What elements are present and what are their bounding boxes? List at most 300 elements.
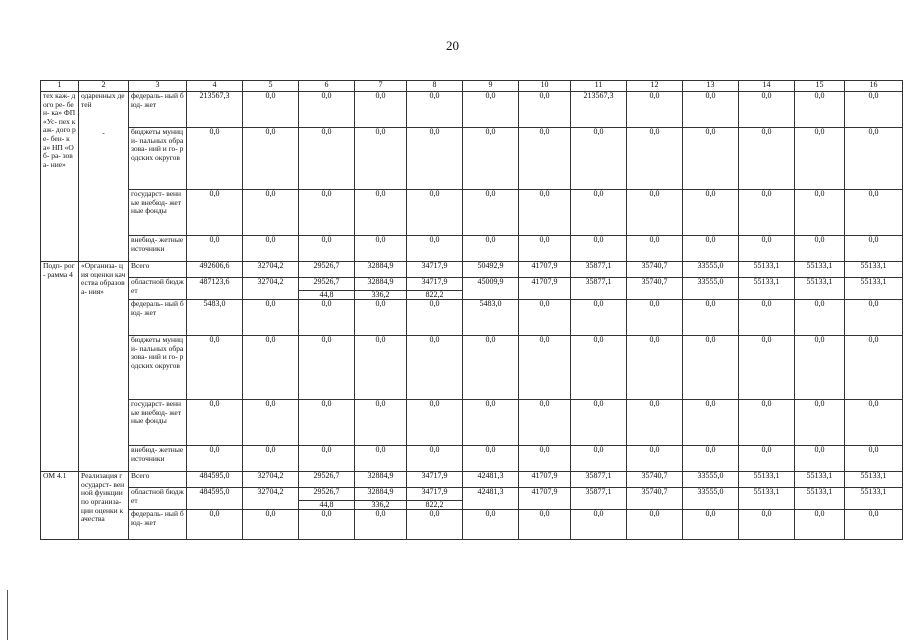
header-cell: 3 [129, 81, 187, 92]
funding-source: бюджеты муници- пальных образова- ний и го- родских округов [129, 336, 187, 400]
value-text: 0,0 [868, 127, 879, 136]
value-cell [683, 472, 739, 488]
value-text: 0,0 [209, 445, 220, 455]
value-cell [627, 472, 683, 488]
value-cell [739, 92, 795, 128]
value-text: 0,0 [375, 91, 386, 100]
value-text: 0,0 [375, 127, 386, 136]
value-cell [299, 400, 355, 446]
header-cell: 15 [795, 81, 845, 92]
value-cell [463, 488, 519, 510]
value-text: 35877,1 [585, 471, 612, 481]
value-cell [845, 128, 903, 190]
value-text: 0,0 [539, 335, 550, 345]
value-text: 0,0 [209, 399, 220, 409]
value-text: 213567,3 [583, 91, 614, 100]
value-cell [355, 128, 407, 190]
value-text: 34717,9 [421, 277, 448, 286]
value-text: 32704,2 [257, 471, 284, 481]
margin-rule [7, 590, 8, 640]
value-text: 0,0 [209, 509, 220, 519]
value-text: 487123,6 [199, 277, 230, 286]
header-cell: 8 [407, 81, 463, 92]
value-cell [739, 128, 795, 190]
value-cell [795, 278, 845, 300]
value-text: 0,0 [649, 127, 660, 136]
value-text: 0,0 [539, 399, 550, 409]
value-text: 0,0 [429, 189, 440, 198]
value-cell [795, 236, 845, 262]
funding-source: государст- венные внебюд- жетные фонды [129, 190, 187, 236]
value-cell [243, 510, 299, 540]
value-cell [463, 190, 519, 236]
value-text: 484595,0 [199, 471, 230, 481]
value-text: 42481,3 [477, 487, 504, 497]
value-cell [299, 92, 355, 128]
header-cell: 4 [187, 81, 243, 92]
value-cell [187, 236, 243, 262]
value-cell [683, 92, 739, 128]
value-cell [243, 400, 299, 446]
table-row [41, 488, 903, 510]
value-text: 42481,3 [477, 471, 504, 481]
value-cell [795, 446, 845, 472]
value-text: 35740,7 [641, 471, 668, 481]
funding-source: федераль- ный бюд- жет [129, 92, 187, 128]
value-text: 0,0 [814, 445, 825, 455]
value-text: 0,0 [321, 299, 332, 309]
value-text: 0,0 [485, 189, 496, 198]
value-text: 0,0 [265, 509, 276, 519]
value-cell [299, 472, 355, 488]
value-cell [243, 336, 299, 400]
section-name: одаренных детей - [79, 92, 129, 262]
value-cell [845, 262, 903, 278]
subvalue-text: 336,2 [371, 289, 390, 299]
value-cell [519, 400, 571, 446]
value-text: 35877,1 [585, 277, 612, 286]
value-text: 0,0 [321, 235, 332, 244]
section-label: ОМ 4.1 [41, 472, 79, 540]
value-text: 0,0 [375, 399, 386, 409]
value-text: 0,0 [649, 91, 660, 100]
value-text: 0,0 [209, 335, 220, 345]
value-cell [627, 510, 683, 540]
value-text: 0,0 [539, 91, 550, 100]
value-text: 0,0 [868, 235, 879, 244]
value-cell [355, 446, 407, 472]
value-text: 0,0 [761, 299, 772, 309]
value-cell [355, 236, 407, 262]
value-cell [187, 92, 243, 128]
value-text: 0,0 [539, 445, 550, 455]
value-cell [845, 400, 903, 446]
value-text: 0,0 [868, 189, 879, 198]
funding-source: Всего [129, 472, 187, 488]
value-text: 0,0 [649, 235, 660, 244]
value-cell [519, 510, 571, 540]
value-text: 0,0 [649, 299, 660, 309]
value-text: 0,0 [539, 127, 550, 136]
value-cell [845, 300, 903, 336]
value-text: 0,0 [375, 189, 386, 198]
section-name: «Организа- ция оценки качества образова- ния» [79, 262, 129, 472]
value-cell [355, 400, 407, 446]
value-cell [739, 236, 795, 262]
value-cell [187, 472, 243, 488]
value-text: 55133,1 [753, 261, 780, 270]
value-text: 0,0 [321, 91, 332, 100]
value-cell [299, 128, 355, 190]
value-text: 0,0 [761, 189, 772, 198]
value-text: 0,0 [265, 189, 276, 198]
value-cell [739, 262, 795, 278]
value-text: 0,0 [814, 91, 825, 100]
value-text: 0,0 [209, 127, 220, 136]
value-cell [463, 262, 519, 278]
value-text: 0,0 [705, 299, 716, 309]
header-cell: 14 [739, 81, 795, 92]
value-text: 33555,0 [697, 471, 724, 481]
section-label: тех каж- дого ре- бен- ка» ФП «Ус- пех каж- дого ре- бен- ка» НП «Об- ра- зова- ние» [41, 92, 79, 262]
value-cell [243, 190, 299, 236]
header-cell: 1 [41, 81, 79, 92]
value-text: 0,0 [375, 445, 386, 455]
value-cell [243, 262, 299, 278]
value-text: 0,0 [265, 235, 276, 244]
value-text: 32884,9 [367, 277, 394, 286]
subvalue-text: 822,2 [425, 289, 444, 299]
value-cell [355, 92, 407, 128]
funding-source: внебюд- жетные источники [129, 236, 187, 262]
value-cell [845, 510, 903, 540]
value-cell [739, 300, 795, 336]
value-cell [571, 278, 627, 300]
value-cell [795, 262, 845, 278]
table-row [41, 472, 903, 488]
value-cell [739, 278, 795, 300]
value-text: 0,0 [705, 91, 716, 100]
table-row [41, 128, 903, 190]
table-row [41, 190, 903, 236]
value-cell [407, 472, 463, 488]
value-cell [571, 472, 627, 488]
value-text: 0,0 [321, 335, 332, 345]
value-cell [795, 92, 845, 128]
value-text: 0,0 [321, 509, 332, 519]
value-cell [355, 510, 407, 540]
value-cell [187, 446, 243, 472]
value-text: 0,0 [705, 127, 716, 136]
value-text: 0,0 [761, 399, 772, 409]
table-row [41, 236, 903, 262]
value-text: 55133,1 [753, 471, 780, 481]
value-text: 0,0 [649, 445, 660, 455]
value-cell [187, 278, 243, 300]
value-text: 0,0 [429, 127, 440, 136]
value-cell [519, 190, 571, 236]
value-cell [739, 488, 795, 510]
value-cell [463, 336, 519, 400]
value-cell [355, 488, 407, 510]
value-cell [683, 236, 739, 262]
header-cell: 13 [683, 81, 739, 92]
value-text: 0,0 [429, 399, 440, 409]
value-text: 32884,9 [367, 261, 394, 270]
value-cell [243, 446, 299, 472]
value-cell [407, 190, 463, 236]
value-text: 0,0 [649, 189, 660, 198]
funding-source: федераль- ный бюд- жет [129, 510, 187, 540]
value-cell [627, 128, 683, 190]
value-cell [243, 472, 299, 488]
value-cell [187, 510, 243, 540]
value-cell [845, 488, 903, 510]
value-text: 55133,1 [806, 277, 833, 286]
subvalue-text: 44,8 [319, 499, 334, 509]
subvalue-text: 44,8 [319, 289, 334, 299]
value-cell [571, 262, 627, 278]
value-cell [627, 336, 683, 400]
value-cell [407, 300, 463, 336]
subvalue-text: 822,2 [425, 499, 444, 509]
value-text: 33555,0 [697, 277, 724, 286]
value-cell [683, 190, 739, 236]
header-cell: 9 [463, 81, 519, 92]
value-cell [845, 190, 903, 236]
value-cell [571, 336, 627, 400]
value-cell [519, 262, 571, 278]
header-cell: 10 [519, 81, 571, 92]
value-cell [627, 488, 683, 510]
value-cell [627, 400, 683, 446]
header-cell: 11 [571, 81, 627, 92]
value-text: 55133,1 [860, 487, 887, 497]
value-text: 0,0 [485, 91, 496, 100]
value-text: 50492,9 [477, 261, 504, 270]
value-text: 0,0 [539, 509, 550, 519]
value-cell [463, 236, 519, 262]
value-cell [519, 278, 571, 300]
table-row [41, 300, 903, 336]
funding-source: внебюд- жетные источники [129, 446, 187, 472]
value-cell [739, 336, 795, 400]
value-cell [299, 190, 355, 236]
funding-source: государст- венные внебюд- жетные фонды [129, 400, 187, 446]
value-text: 0,0 [814, 509, 825, 519]
value-text: 0,0 [705, 399, 716, 409]
value-text: 0,0 [761, 127, 772, 136]
value-cell [463, 446, 519, 472]
value-cell [463, 278, 519, 300]
value-cell [683, 446, 739, 472]
value-cell [519, 472, 571, 488]
value-cell [683, 262, 739, 278]
value-cell [355, 262, 407, 278]
value-cell [243, 278, 299, 300]
value-text: 0,0 [375, 299, 386, 309]
value-cell [571, 300, 627, 336]
value-cell [571, 128, 627, 190]
value-text: 0,0 [868, 509, 879, 519]
value-cell [519, 446, 571, 472]
value-cell [683, 278, 739, 300]
value-cell [683, 300, 739, 336]
value-text: 0,0 [868, 399, 879, 409]
value-text: 35740,7 [641, 277, 668, 286]
value-text: 0,0 [593, 509, 604, 519]
page-number: 20 [446, 38, 459, 53]
value-text: 0,0 [649, 335, 660, 345]
value-cell [463, 128, 519, 190]
value-text: 0,0 [429, 235, 440, 244]
value-text: 0,0 [868, 445, 879, 455]
value-cell [627, 300, 683, 336]
value-text: 0,0 [429, 509, 440, 519]
value-cell [407, 400, 463, 446]
value-text: 0,0 [705, 189, 716, 198]
value-text: 34717,9 [421, 471, 448, 481]
value-cell [519, 128, 571, 190]
value-cell [355, 472, 407, 488]
value-cell [845, 472, 903, 488]
value-text: 29526,7 [313, 487, 340, 497]
value-text: 41707,9 [531, 261, 558, 270]
value-cell [627, 278, 683, 300]
table-row [41, 446, 903, 472]
value-text: 55133,1 [806, 471, 833, 481]
value-text: 0,0 [265, 335, 276, 345]
header-cell: 16 [845, 81, 903, 92]
value-text: 0,0 [321, 399, 332, 409]
value-cell [407, 262, 463, 278]
value-text: 0,0 [649, 399, 660, 409]
value-text: 0,0 [593, 127, 604, 136]
value-cell [739, 446, 795, 472]
value-text: 0,0 [485, 235, 496, 244]
value-text: 33555,0 [697, 487, 724, 497]
section-name: Реализация государст- венной функции по организа- ции оценки качества [79, 472, 129, 540]
value-text: 0,0 [485, 445, 496, 455]
value-text: 32884,9 [367, 471, 394, 481]
value-text: 0,0 [814, 127, 825, 136]
value-text: 0,0 [429, 335, 440, 345]
value-text: 35877,1 [585, 487, 612, 497]
funding-source: областной бюджет [129, 488, 187, 510]
value-cell [355, 278, 407, 300]
value-text: 5483,0 [203, 299, 226, 309]
table-row [41, 400, 903, 446]
value-cell [795, 300, 845, 336]
value-cell [845, 236, 903, 262]
value-text: 0,0 [265, 445, 276, 455]
value-cell [627, 92, 683, 128]
value-cell [519, 236, 571, 262]
value-cell [683, 510, 739, 540]
value-cell [683, 400, 739, 446]
value-text: 41707,9 [531, 471, 558, 481]
value-text: 0,0 [209, 189, 220, 198]
value-cell [299, 446, 355, 472]
value-text: 0,0 [321, 445, 332, 455]
funding-source: областной бюджет [129, 278, 187, 300]
value-text: 0,0 [485, 335, 496, 345]
value-cell [243, 300, 299, 336]
value-cell [355, 190, 407, 236]
header-cell: 7 [355, 81, 407, 92]
value-text: 0,0 [814, 235, 825, 244]
value-cell [407, 128, 463, 190]
value-cell [571, 510, 627, 540]
value-cell [683, 488, 739, 510]
value-cell [795, 488, 845, 510]
value-cell [299, 236, 355, 262]
value-cell [519, 336, 571, 400]
value-cell [299, 278, 355, 300]
value-cell [571, 400, 627, 446]
value-cell [463, 300, 519, 336]
value-text: 0,0 [429, 299, 440, 309]
value-cell [627, 236, 683, 262]
value-text: 55133,1 [860, 277, 887, 286]
value-text: 5483,0 [479, 299, 502, 309]
value-cell [407, 488, 463, 510]
value-text: 0,0 [375, 509, 386, 519]
value-cell [355, 300, 407, 336]
value-cell [571, 190, 627, 236]
value-text: 0,0 [539, 235, 550, 244]
header-row [41, 81, 903, 92]
value-text: 35740,7 [641, 261, 668, 270]
value-cell [187, 128, 243, 190]
value-cell [627, 446, 683, 472]
value-cell [299, 300, 355, 336]
value-text: 0,0 [868, 335, 879, 345]
value-text: 0,0 [265, 399, 276, 409]
value-text: 35877,1 [585, 261, 612, 270]
value-cell [187, 262, 243, 278]
value-text: 0,0 [814, 399, 825, 409]
value-cell [243, 488, 299, 510]
table-row [41, 278, 903, 300]
value-text: 32704,2 [257, 261, 284, 270]
value-cell [683, 336, 739, 400]
value-text: 0,0 [593, 189, 604, 198]
value-text: 55133,1 [806, 261, 833, 270]
value-cell [845, 92, 903, 128]
value-cell [463, 400, 519, 446]
value-cell [407, 236, 463, 262]
value-text: 0,0 [429, 91, 440, 100]
header-cell: 6 [299, 81, 355, 92]
value-text: 41707,9 [531, 277, 558, 286]
value-cell [243, 128, 299, 190]
value-cell [845, 278, 903, 300]
value-text: 55133,1 [806, 487, 833, 497]
value-text: 0,0 [705, 445, 716, 455]
value-text: 34717,9 [421, 487, 448, 497]
value-text: 0,0 [593, 445, 604, 455]
value-text: 0,0 [485, 509, 496, 519]
value-cell [571, 446, 627, 472]
value-text: 213567,3 [199, 91, 230, 100]
value-text: 0,0 [429, 445, 440, 455]
value-cell [299, 488, 355, 510]
value-cell [407, 92, 463, 128]
value-text: 492606,6 [199, 261, 230, 270]
value-text: 0,0 [761, 509, 772, 519]
value-text: 484595,0 [199, 487, 230, 497]
